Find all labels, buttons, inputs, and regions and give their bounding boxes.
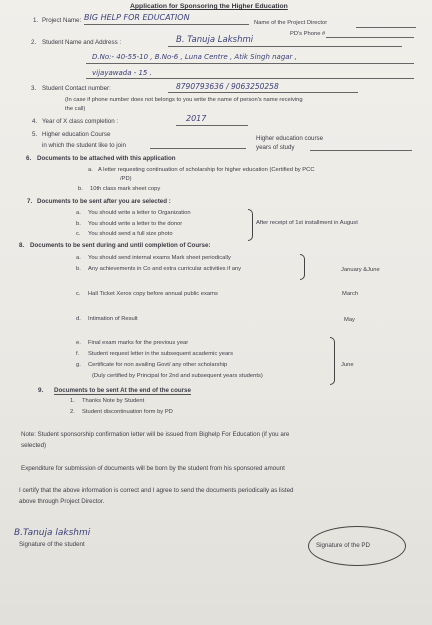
section-8-heading: Documents to be sent during and until completion of Course: (30, 242, 211, 249)
director-name-label: Name of the Project Director (254, 20, 328, 26)
item-8c-mark: c. (76, 291, 81, 297)
section-8efg-timing: June (341, 362, 354, 368)
section-8efg-brace (330, 337, 335, 385)
item-6b-text: 10th class mark sheet copy (90, 186, 161, 192)
item-7b-text: You should write a letter to the donor (88, 221, 183, 227)
student-name-value: B. Tanuja Lakshmi (176, 35, 254, 45)
project-name-label: Project Name: (42, 17, 82, 24)
item-6b-mark: b. (78, 186, 83, 192)
section-7-brace (248, 209, 253, 241)
item-number-1: 1. (33, 17, 39, 24)
item-8g-text-2: (Duly certified by Principal for 2nd and subsequent years students) (92, 373, 263, 379)
item-9-2-mark: 2. (70, 409, 75, 415)
address-line-2: vijayawada - 15 . (92, 69, 152, 77)
contact-label: Student Contact number: (42, 85, 111, 92)
contact-value: 8790793636 / 9063250258 (176, 82, 279, 91)
contact-note-2: the call) (65, 106, 86, 112)
section-9-heading: Documents to be sent At the end of the course (54, 387, 191, 394)
student-name-label: Student Name and Address : (42, 39, 122, 46)
expenditure-statement: Expenditure for submission of documents will be born by the student from his sponsored amount (21, 465, 285, 472)
item-8b-text: Any achievements in Co and extra curricular activities if any (88, 266, 242, 272)
item-8d-text: Intimation of Result (88, 316, 138, 322)
item-8a-text: You should send internal exams Mark sheet periodically (88, 255, 231, 261)
student-signature-handwritten: B.Tanuja lakshmi (14, 528, 91, 538)
item-number-5: 5. (32, 131, 38, 138)
item-8a-mark: a. (76, 255, 81, 261)
item-9-1-text: Thanks Note by Student (82, 398, 145, 404)
year-x-label: Year of X class completion : (42, 118, 119, 125)
project-name-value: BIG HELP FOR EDUCATION (84, 13, 190, 22)
item-8f-mark: f. (76, 351, 80, 357)
item-8f-text: Student request letter in the subsequent academic years (88, 351, 234, 357)
item-number-7: 7. (27, 198, 33, 205)
item-number-4: 4. (32, 118, 38, 125)
section-6-heading: Documents to be attached with this application (37, 155, 176, 162)
certify-line-2: above through Project Director. (19, 498, 105, 505)
item-6a-text-2: /PD) (120, 176, 132, 182)
note-line-1: Note: Student sponsorship confirmation letter will be issued from Bighelp For Education (if you are (21, 431, 290, 438)
section-8c-timing: March (342, 291, 359, 297)
section-7-timing: After receipt of 1st installment in August (256, 220, 358, 226)
item-number-3: 3. (31, 85, 37, 92)
pd-phone-label: PD's Phone # (290, 31, 326, 37)
form-title: Application for Sponsoring the Higher Education (130, 3, 288, 10)
item-7c-text: You should send a full size photo (88, 231, 173, 237)
item-8d-mark: d. (76, 316, 81, 322)
address-line-1: D.No:- 40-55-10 , B.No-6 , Luna Centre , Atik Singh nagar , (92, 53, 297, 61)
course-label: Higher education Course (42, 131, 111, 138)
section-8d-timing: May (344, 317, 355, 323)
section-8ab-brace (300, 254, 305, 280)
item-8e-mark: e. (76, 340, 81, 346)
certify-line-1: I certify that the above information is correct and I agree to send the documents periodically as listed (19, 487, 294, 494)
item-7c-mark: c. (76, 231, 81, 237)
item-7b-mark: b. (76, 221, 81, 227)
item-8e-text: Final exam marks for the previous year (88, 340, 189, 346)
item-8c-text: Hall Ticket Xerox copy before annual public exams (88, 291, 218, 297)
pd-signature-label: Signature of the PD (316, 542, 371, 549)
item-7a-text: You should write a letter to Organization (88, 210, 191, 216)
item-8b-mark: b. (76, 266, 81, 272)
item-8g-text: Certificate for non availing Govt/ any other scholarship (88, 362, 228, 368)
item-number-8: 8. (19, 242, 25, 249)
course-label-2: in which the student like to join (42, 142, 126, 149)
item-number-2: 2. (31, 39, 37, 46)
student-signature-label: Signature of the student (19, 541, 85, 548)
section-8ab-timing: January &June (341, 267, 380, 273)
item-6a-text: A letter requesting continuation of scholarship for higher education (Certified by PCC (98, 167, 315, 173)
years-of-study-label: years of study (256, 144, 295, 151)
item-9-1-mark: 1. (70, 398, 75, 404)
course-right-label: Higher education course (256, 135, 324, 142)
section-7-heading: Documents to be sent after you are selected : (37, 198, 171, 205)
item-9-2-text: Student discontinuation form by PD (82, 409, 173, 415)
item-6a-mark: a. (88, 167, 93, 173)
contact-note-1: (In case if phone number does not belongs to you write the name of person's name receiving (65, 97, 303, 103)
item-number-6: 6. (26, 155, 32, 162)
item-number-9: 9. (38, 387, 44, 394)
year-x-value: 2017 (186, 114, 207, 123)
note-line-2: selected) (21, 442, 47, 449)
item-8g-mark: g. (76, 362, 81, 368)
item-7a-mark: a. (76, 210, 81, 216)
